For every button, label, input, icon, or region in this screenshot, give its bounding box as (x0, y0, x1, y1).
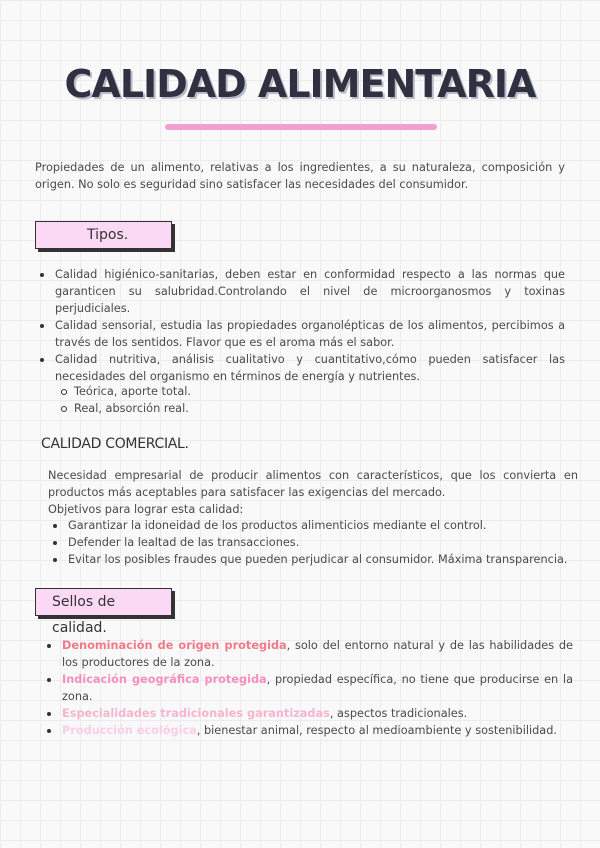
seal-name: Especialidades tradicionales garantizadas (62, 707, 330, 720)
seal-name: Denominación de origen protegida (62, 639, 287, 652)
bullet-icon (53, 524, 57, 528)
list-item: Indicación geográfica protegida, propiedad específica, no tiene que producirse en la zona. (41, 671, 573, 705)
bullet-icon (40, 273, 44, 277)
bullet-icon (47, 678, 51, 682)
tipos-heading: Tipos. (87, 227, 129, 243)
list-item: Defender la lealtad de las transacciones. (47, 534, 578, 551)
intro-paragraph: Propiedades de un alimento, relativas a los ingredientes, a su naturaleza, composición y origen. No solo es seguridad sino satisfacer las necesidades del consumidor. (35, 161, 565, 191)
bullet-icon (47, 644, 51, 648)
sellos-list (41, 637, 573, 739)
comercial-heading: CALIDAD COMERCIAL. (41, 436, 189, 452)
seal-name: Producción ecológica (62, 724, 197, 737)
list-item: Denominación de origen protegida, solo del entorno natural y de las habilidades de los productores de la zona. (41, 637, 573, 671)
bullet-icon (53, 558, 57, 562)
list-item: Calidad higiénico-sanitarias, deben estar en conformidad respecto a las normas que garanticen su salubridad.Controlando el nivel de microorganosmos y toxinas perjudiciales. (34, 266, 565, 317)
circle-bullet-icon (61, 389, 67, 395)
sellos-heading: Sellos de calidad. (52, 594, 116, 636)
bullet-icon (53, 541, 57, 545)
comercial-paragraph: Necesidad empresarial de producir alimentos con característicos, que los convierta en productos más aceptables para satisfacer las exigencias del mercado. (48, 469, 578, 499)
bullet-icon (47, 712, 51, 716)
comercial-list (47, 517, 578, 568)
title-underline (165, 124, 437, 130)
sellos-heading-box (35, 588, 172, 636)
list-item: Teórica, aporte total. (55, 383, 355, 400)
list-item: Evitar los posibles fraudes que pueden perjudicar al consumidor. Máxima transparencia. (47, 551, 578, 568)
seal-name: Indicación geográfica protegida (62, 673, 267, 686)
bullet-icon (47, 729, 51, 733)
bullet-icon (40, 324, 44, 328)
list-item: Calidad nutritiva, análisis cualitativo y cuantitativo,cómo pueden satisfacer las necesidades del organismo en términos de energía y nutrientes. (34, 351, 565, 385)
list-item: Real, absorción real. (55, 400, 355, 417)
tipos-sublist (55, 383, 355, 417)
tipos-list (34, 266, 565, 385)
circle-bullet-icon (61, 406, 67, 412)
list-item: Garantizar la idoneidad de los productos alimenticios mediante el control. (47, 517, 578, 534)
page-title: CALIDAD ALIMENTARIA (64, 62, 536, 106)
list-item: Especialidades tradicionales garantizadas, aspectos tradicionales. (41, 705, 573, 722)
bullet-icon (40, 358, 44, 362)
list-item: Producción ecológica, bienestar animal, respecto al medioambiente y sostenibilidad. (41, 722, 573, 739)
list-item: Calidad sensorial, estudia las propiedades organolépticas de los alimentos, percibimos a través de los sentidos. Flavor que es el aroma más el sabor. (34, 317, 565, 351)
objectives-label: Objetivos para lograr esta calidad: (48, 503, 244, 516)
tipos-heading-box (35, 221, 172, 249)
